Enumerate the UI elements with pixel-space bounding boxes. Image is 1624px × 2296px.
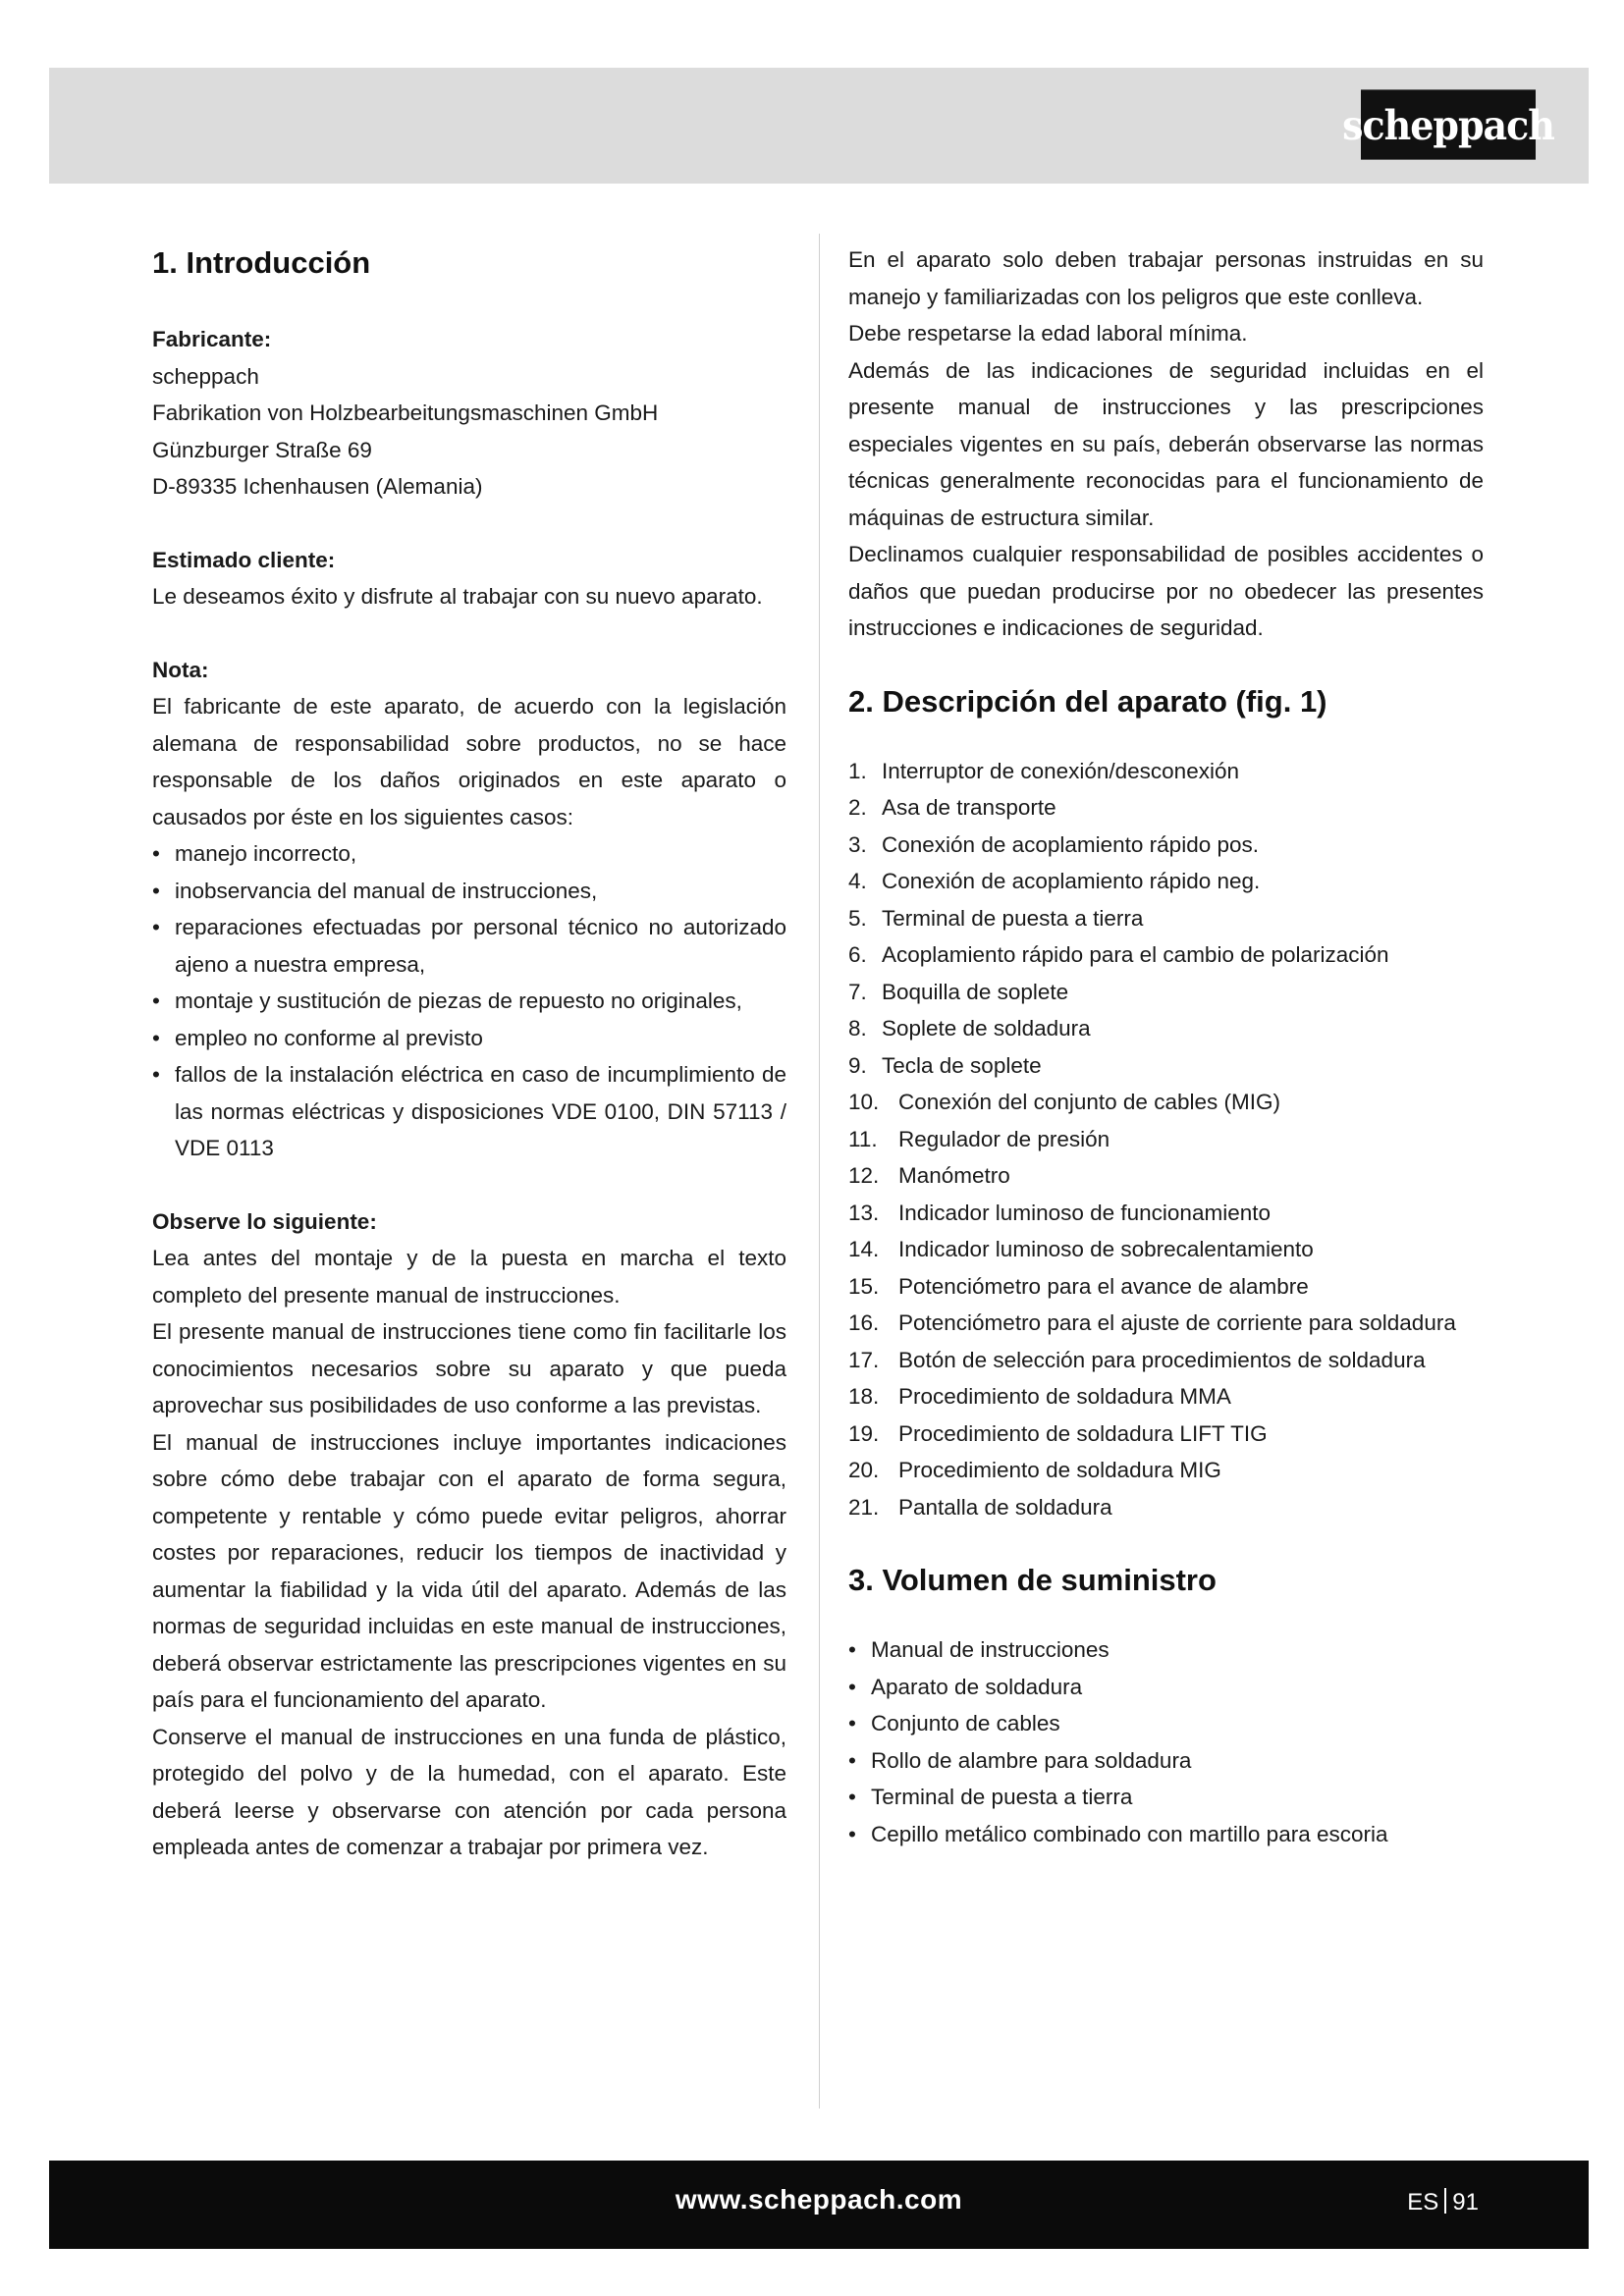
liability-exclusions-list (152, 835, 786, 1167)
parts-list-item: 13. Indicador luminoso de funcionamiento (848, 1200, 1271, 1225)
footer-bar (49, 2161, 1589, 2249)
customer-text: Le deseamos éxito y disfrute al trabajar con su nuevo aparato. (152, 584, 763, 609)
header-band (49, 68, 1589, 184)
supply-list-item: • Terminal de puesta a tierra (848, 1785, 1133, 1809)
parts-list-item: 10. Conexión del conjunto de cables (MIG) (848, 1090, 1280, 1114)
parts-list-item: 17. Botón de selección para procedimientos de soldadura (848, 1347, 1426, 1372)
parts-list-item: 16. Potenciómetro para el ajuste de corriente para soldadura (848, 1310, 1456, 1335)
supply-list-item: • Rollo de alambre para soldadura (848, 1747, 1192, 1773)
observe-paragraph: Conserve el manual de instrucciones en una funda de plástico, protegido del polvo y de la humedad, con el aparato. Este deberá leerse y observarse con atención por cada persona empleada antes de comenzar a trabajar por primera vez. (152, 1724, 786, 1859)
list-item: • inobservancia del manual de instrucciones, (152, 878, 598, 903)
column-divider (819, 234, 820, 2109)
parts-list-item: 4. Conexión de acoplamiento rápido neg. (848, 869, 1261, 893)
parts-list-item: 18. Procedimiento de soldadura MMA (848, 1384, 1231, 1409)
address-line: Fabrikation von Holzbearbeitungsmaschinen GmbH (152, 400, 659, 425)
address-line: D-89335 Ichenhausen (Alemania) (152, 474, 483, 499)
parts-list-item: 5. Terminal de puesta a tierra (848, 905, 1144, 931)
parts-list (848, 753, 1484, 1526)
supply-list (848, 1631, 1484, 1852)
note-text: El fabricante de este aparato, de acuerdo con la legislación alemana de responsabilidad sobre productos, no se hace responsable de los daños originados en este aparato o causados por éste en los siguientes casos: (152, 694, 786, 829)
supply-list-item: • Aparato de soldadura (848, 1674, 1083, 1699)
website-link[interactable]: www.scheppach.com (675, 2184, 963, 2215)
address-line: Günzburger Straße 69 (152, 437, 372, 462)
parts-list-item: 1. Interruptor de conexión/desconexión (848, 758, 1239, 783)
language-code: ES (1407, 2189, 1439, 2216)
observe-label: Observe lo siguiente: (152, 1208, 377, 1234)
observe-paragraph: El presente manual de instrucciones tiene como fin facilitarle los conocimientos necesarios sobre su aparato y que pueda aprovechar sus posibilidades de uso conforme a las previstas. (152, 1319, 786, 1417)
parts-list-item: 15. Potenciómetro para el avance de alambre (848, 1273, 1309, 1299)
parts-list-item: 3. Conexión de acoplamiento rápido pos. (848, 831, 1260, 857)
list-item: • montaje y sustitución de piezas de repuesto no originales, (152, 988, 742, 1013)
observe-paragraph: Lea antes del montaje y de la puesta en marcha el texto completo del presente manual de instrucciones. (152, 1246, 786, 1308)
intro-paragraph: Debe respetarse la edad laboral mínima. (848, 321, 1248, 346)
parts-list-item: 11. Regulador de presión (848, 1126, 1110, 1151)
parts-list-item: 20. Procedimiento de soldadura MIG (848, 1458, 1221, 1482)
parts-list-item: 21. Pantalla de soldadura (848, 1494, 1112, 1520)
intro-paragraph: Además de las indicaciones de seguridad incluidas en el presente manual de instrucciones y las prescripciones especiales vigentes en su país, deberán observarse las normas técnicas generalmente reconocidas para el funcionamiento de máquinas de estructura similar. (848, 357, 1484, 530)
page-indicator (1407, 2188, 1479, 2216)
intro-paragraph: En el aparato solo deben trabajar personas instruidas en su manejo y familiarizadas con los peligros que este conlleva. (848, 247, 1484, 309)
parts-list-item: 14. Indicador luminoso de sobrecalentamiento (848, 1237, 1314, 1261)
supply-list-item: • Manual de instrucciones (848, 1637, 1110, 1662)
supply-list-item: • Conjunto de cables (848, 1711, 1060, 1735)
left-column (152, 241, 786, 1866)
list-item: • reparaciones efectuadas por personal técnico no autorizado ajeno a nuestra empresa, (152, 915, 786, 977)
list-item: • fallos de la instalación eléctrica en caso de incumplimiento de las normas eléctricas y disposiciones VDE 0100, DIN 57113 / VDE 0113 (152, 1062, 786, 1160)
section-title-description: 2. Descripción del aparato (fig. 1) (848, 683, 1327, 719)
parts-list-item: 8. Soplete de soldadura (848, 1016, 1091, 1041)
manufacturer-label: Fabricante: (152, 327, 272, 351)
section-title-supply: 3. Volumen de suministro (848, 1563, 1217, 1597)
page-number: 91 (1452, 2189, 1479, 2216)
parts-list-item: 2. Asa de transporte (848, 795, 1056, 820)
right-column (848, 241, 1484, 1852)
parts-list-item: 9. Tecla de soplete (848, 1052, 1042, 1078)
intro-paragraph: Declinamos cualquier responsabilidad de posibles accidentes o daños que puedan producirse por no obedecer las presentes instrucciones e indicaciones de seguridad. (848, 542, 1484, 640)
section-title-introduction: 1. Introducción (152, 245, 371, 280)
parts-list-item: 7. Boquilla de soplete (848, 979, 1069, 1004)
observe-paragraph: El manual de instrucciones incluye importantes indicaciones sobre cómo debe trabajar con el aparato de forma segura, competente y rentable y cómo puede evitar peligros, ahorrar costes por reparaciones, reducir los tiempos de inactividad y aumentar la fiabilidad y la vida útil del aparato. Además de las normas de seguridad incluidas en este manual de instrucciones, deberá observar estrictamente las prescripciones vigentes en su país para el funcionamiento del aparato. (152, 1429, 786, 1712)
note-label: Nota: (152, 657, 209, 682)
parts-list-item: 6. Acoplamiento rápido para el cambio de polarización (848, 942, 1389, 967)
address-line: scheppach (152, 363, 259, 389)
customer-label: Estimado cliente: (152, 547, 336, 572)
list-item: • manejo incorrecto, (152, 841, 357, 866)
manufacturer-address (152, 358, 786, 506)
supply-list-item: • Cepillo metálico combinado con martillo para escoria (848, 1821, 1388, 1846)
list-item: • empleo no conforme al previsto (152, 1025, 483, 1050)
scheppach-logo: scheppach (1361, 89, 1536, 159)
parts-list-item: 12. Manómetro (848, 1163, 1010, 1188)
parts-list-item: 19. Procedimiento de soldadura LIFT TIG (848, 1420, 1268, 1446)
